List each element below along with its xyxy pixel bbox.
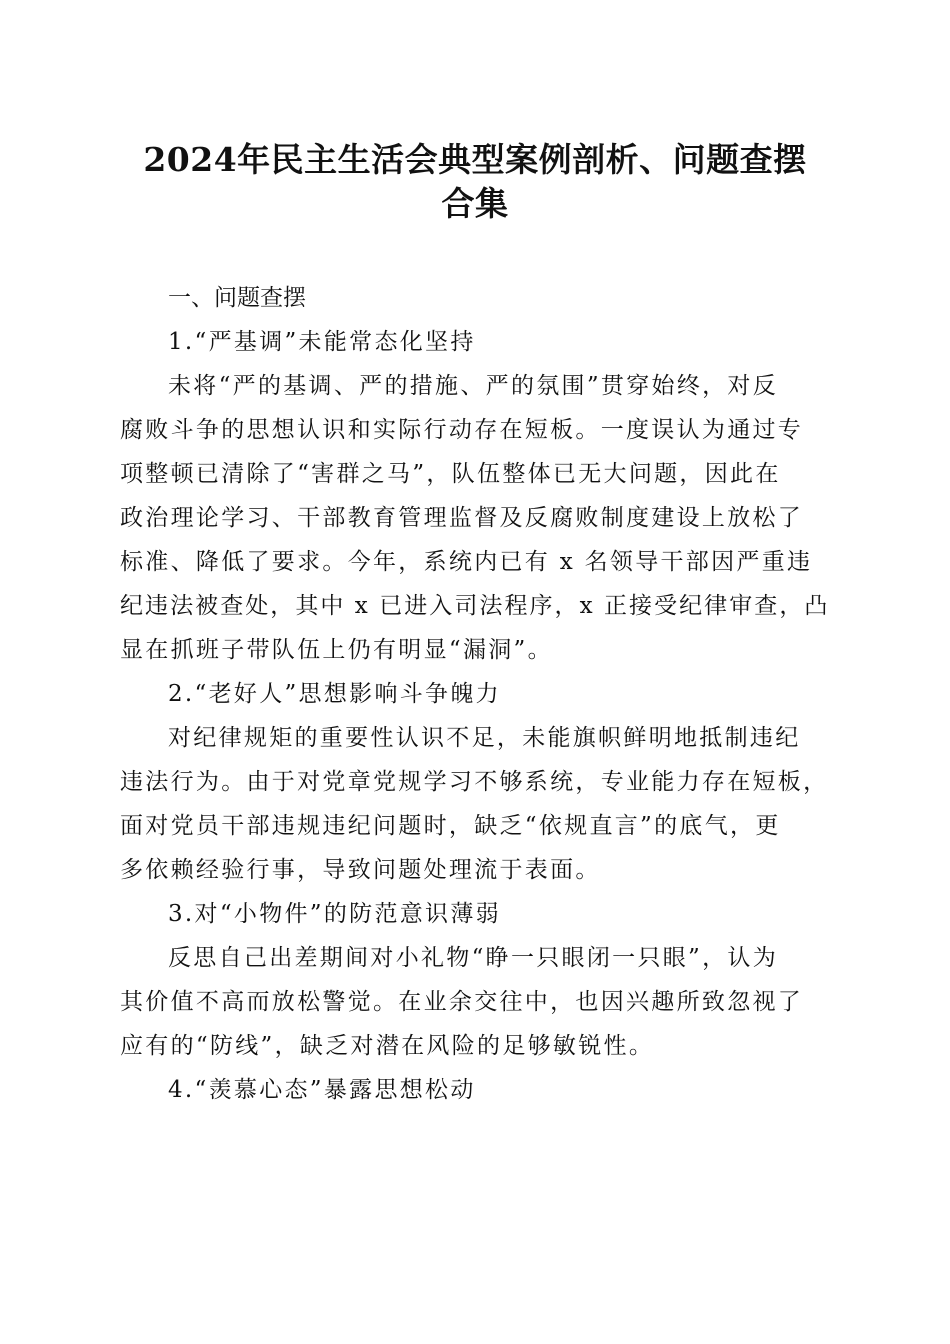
paragraph-line: 其价值不高而放松警觉。在业余交往中，也因兴趣所致忽视了	[120, 989, 804, 1015]
item-heading-4: 4.“羡慕心态”暴露思想松动	[168, 1077, 476, 1103]
paragraph-line: 标准、降低了要求。今年，系统内已有 x 名领导干部因严重违	[120, 549, 813, 575]
item-heading-3: 3.对“小物件”的防范意识薄弱	[168, 901, 501, 927]
title-line: 合集	[441, 184, 509, 223]
title-line: 2024年民主生活会典型案例剖析、问题查摆	[143, 140, 807, 179]
paragraph-line: 政治理论学习、干部教育管理监督及反腐败制度建设上放松了	[120, 505, 804, 531]
paragraph-line: 应有的“防线”，缺乏对潜在风险的足够敏锐性。	[120, 1033, 655, 1059]
paragraph-line: 违法行为。由于对党章党规学习不够系统，专业能力存在短板，	[120, 769, 829, 795]
paragraph-line: 多依赖经验行事，导致问题处理流于表面。	[120, 857, 601, 883]
document-title	[80, 138, 870, 226]
paragraph-line: 纪违法被查处，其中 x 已进入司法程序，x 正接受纪律审查，凸	[120, 593, 830, 619]
paragraph-line: 面对党员干部违规违纪问题时，缺乏“依规直言”的底气，更	[120, 813, 781, 839]
paragraph-line: 对纪律规矩的重要性认识不足，未能旗帜鲜明地抵制违纪	[168, 725, 801, 751]
paragraph-line: 项整顿已清除了“害群之马”，队伍整体已无大问题，因此在	[120, 461, 781, 487]
paragraph-line: 腐败斗争的思想认识和实际行动存在短板。一度误认为通过专	[120, 417, 804, 443]
paragraph-line: 未将“严的基调、严的措施、严的氛围”贯穿始终，对反	[168, 373, 779, 399]
section-heading: 一、问题查摆	[168, 285, 306, 311]
paragraph-line: 反思自己出差期间对小礼物“睁一只眼闭一只眼”，认为	[168, 945, 779, 971]
paragraph-line: 显在抓班子带队伍上仍有明显“漏洞”。	[120, 637, 553, 663]
item-heading-1: 1.“严基调”未能常态化坚持	[168, 329, 476, 355]
item-heading-2: 2.“老好人”思想影响斗争魄力	[168, 681, 501, 707]
